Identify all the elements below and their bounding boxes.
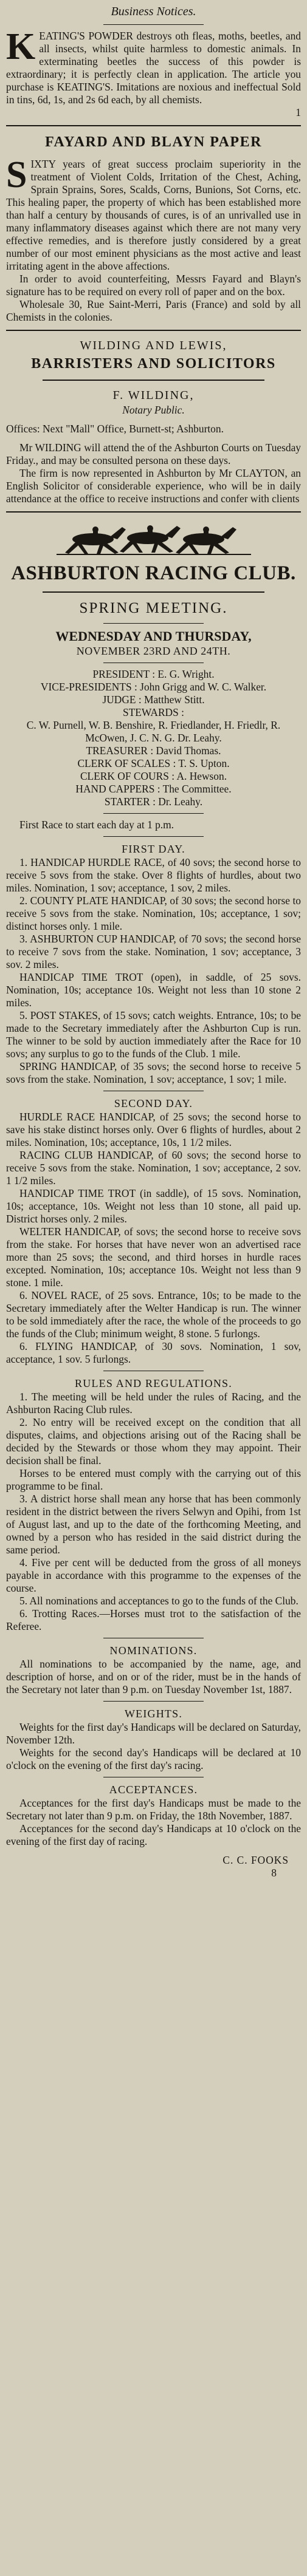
keating-advert: [6, 26, 301, 119]
first-day-races: [6, 856, 301, 1086]
wilding-attend: Mr WILDING will attend the of the Ashburton Courts on Tuesday Friday., and may be consulted persona on these days.: [6, 441, 301, 466]
rule-item: 3. A district horse shall mean any horse that has been commonly resident in the district between the rivers Selwyn and Opihi, from 1st of August last, and up to the date of the forthcoming Meeting, and owned by a person who has resided in the said district during the same period.: [6, 1493, 301, 1556]
fayard-wholesale: Wholesale 30, Rue Saint-Merri, Paris (France) and sold by all Chemists in the colonies.: [6, 298, 301, 323]
divider: [6, 511, 301, 513]
rule-item: 5. All nominations and acceptances to go to the funds of the Club.: [19, 1595, 298, 1607]
keating-dropcap: K: [6, 26, 36, 67]
wilding-heading-1: WILDING AND LEWIS,: [80, 339, 227, 352]
first-day-heading: FIRST DAY.: [122, 843, 185, 855]
wilding-firm: The firm is now represented in Ashburton by Mr CLAYTON, an English Solicitor of considerable experience, who will be in daily attendance at the office to receive instructions and confer with clients: [6, 467, 301, 505]
keating-text: EATING'S POWDER destroys oth fleas, moths, beetles, and all insects, whilst quite harmless to domestic animals. In exterminating beetles the success of this powder is extraordinary; it is perfectly clean in application. The article you purchase is KEATING'S. Imitations are noxious and ineffectual Sold in tins, 6d, 1s, and 2s 6d each, by all chemists.: [6, 30, 301, 106]
divider: [103, 623, 204, 624]
divider: [43, 591, 264, 593]
official-line: HAND CAPPERS : The Committee.: [75, 783, 232, 795]
race-item: 5. POST STAKES, of 15 sovs; catch weights. Entrance, 10s; to be made to the Secretary immediately after the Ashburton Cup is run. The winner to be sold by auction immediately after the Race for 10 sovs; any surplus to go to the funds of the Club. 1 mile.: [6, 1009, 301, 1060]
signature-mark: 8: [271, 1867, 277, 1879]
divider: [103, 24, 204, 25]
fayard-body: IXTY years of great success proclaim superiority in the treatment of Violent Colds, Irritation of the Chest, Aching, Sprain Sprains, Sores, Scalds, Corns, Bunions, Sot Corns, etc. This healing paper, the property of which has been established more than half a century by thousands of cures, is of an unrivalled use in many inflammatory diseases against which there are not many very effective remedies, and is therefore justly considered by a great number of our most eminent physicians as the most active and least irritating agent in the above affections.: [6, 158, 301, 272]
racing-horses-illustration: [6, 519, 301, 559]
fayard-heading: FAYARD AND BLAYN PAPER: [45, 134, 262, 150]
signature: C. C. FOOKS: [222, 1854, 289, 1866]
racing-advert: [6, 519, 301, 1879]
official-line: C. W. Purnell, W. B. Benshire, R. Friedlander, H. Friedlr, R. McOwen, J. C. N. G. Dr. Leahy.: [26, 719, 281, 744]
official-line: JUDGE : Matthew Stitt.: [102, 693, 205, 706]
wilding-name: F. WILDING,: [112, 389, 195, 402]
section-header: Business Notices.: [111, 5, 196, 18]
racehorses-icon: [44, 519, 263, 559]
fayard-caution: In order to avoid counterfeiting, Messrs Fayard and Blayn's signature has to be required on every roll of paper and on the box.: [6, 273, 301, 298]
official-line: PRESIDENT : E. G. Wright.: [92, 668, 215, 680]
acceptances-text-1: Acceptances for the first day's Handicaps must be made to the Secretary not later than 9 p.m. on Friday, the 18th November, 1887.: [6, 1797, 301, 1822]
official-line: VICE-PRESIDENTS : John Grigg and W. C. Walker.: [40, 681, 267, 693]
keating-mark: 1: [295, 106, 301, 118]
divider: [6, 125, 301, 126]
race-item: HANDICAP TIME TROT (open), in saddle, of 25 sovs. Nomination, 10s; acceptance 10s. Weight not less than 10 stone 2 miles.: [6, 971, 301, 1009]
divider: [43, 380, 264, 381]
divider: [103, 1701, 204, 1702]
fayard-advert: [6, 132, 301, 324]
divider: [6, 330, 301, 331]
race-item: 3. ASHBURTON CUP HANDICAP, of 70 sovs; the second horse to receive 7 sovs from the stake. Nomination, 1 sov; acceptance, 3 sov. 2 miles.: [6, 933, 301, 970]
race-item: 6. NOVEL RACE, of 25 sovs. Entrance, 10s; to be made to the Secretary immediately after the Welter Handicap is run. The winner to be sold immediately after the race, the whole of the proceeds to go the funds of the Club; minimum weight, 8 stone. 5 furlongs.: [6, 1289, 301, 1340]
racing-title: ASHBURTON RACING CLUB.: [11, 562, 296, 584]
second-day-races: [6, 1111, 301, 1366]
wilding-heading-2: BARRISTERS AND SOLICITORS: [31, 356, 276, 372]
race-item: SPRING HANDICAP, of 35 sovs; the second horse to receive 5 sovs from the stake. Nomination, 1 sov; acceptance, 1 sov; 1 mile.: [6, 1060, 301, 1085]
official-line: CLERK OF SCALES : T. S. Upton.: [77, 757, 230, 769]
divider: [103, 836, 204, 837]
rule-item: Horses to be entered must comply with the carrying out of this programme to be final.: [6, 1467, 301, 1492]
weights-text-2: Weights for the second day's Handicaps will be declared at 10 o'clock on the evening of the first day's racing.: [6, 1746, 301, 1771]
acceptances-heading: ACCEPTANCES.: [109, 1784, 198, 1796]
official-line: STARTER : Dr. Leahy.: [104, 796, 203, 808]
race-item: RACING CLUB HANDICAP, of 60 sovs; the second horse to receive 5 sovs from the stake. Nomination, 1 sov; acceptance, 2 sov. 1 1/2 miles.: [6, 1149, 301, 1187]
official-line: TREASURER : David Thomas.: [86, 745, 221, 757]
official-line: CLERK OF COURS : A. Hewson.: [80, 770, 227, 782]
wilding-offices: Offices: Next "Mall" Office, Burnett-st; Ashburton.: [6, 423, 224, 435]
first-race-note: First Race to start each day at 1 p.m.: [19, 819, 174, 831]
rule-item: 1. The meeting will be held under the rules of Racing, and the Ashburton Racing Club rules.: [6, 1391, 301, 1416]
racing-dates-sub: NOVEMBER 23RD AND 24TH.: [76, 645, 231, 657]
racing-dates: WEDNESDAY AND THURSDAY,: [55, 629, 252, 644]
rules-list: [6, 1391, 301, 1633]
race-item: 6. FLYING HANDICAP, of 30 sovs. Nomination, 1 sov, acceptance, 1 sov. 5 furlongs.: [6, 1340, 301, 1365]
race-item: HURDLE RACE HANDICAP, of 25 sovs; the second horse to save his stake distinct horses only. Over 6 flights of hurdles, about 2 miles. Nomination, 10s; acceptance, 10s, 1 1/2 miles.: [6, 1111, 301, 1148]
rule-item: 4. Five per cent will be deducted from the gross of all moneys payable in accordance with this programme to the expenses of the course.: [6, 1556, 301, 1594]
race-item: HANDICAP TIME TROT (in saddle), of 15 sovs. Nomination, 10s; acceptance, 10s. Weight not less than 10 stone, all paid up. District horses only. 2 miles.: [6, 1187, 301, 1225]
rule-item: 6. Trotting Races.—Horses must trot to the satisfaction of the Referee.: [6, 1607, 301, 1632]
race-item: 2. COUNTY PLATE HANDICAP, of 30 sovs; the second horse to receive 5 sovs from the stake. Nomination, 10s; acceptance, 1 sov; distinct horses only. 1 mile.: [6, 894, 301, 932]
wilding-title: Notary Public.: [122, 404, 185, 416]
rule-item: 2. No entry will be received except on the condition that all disputes, claims, and objections arising out of the Racing shall be decided by the Stewards or those whom they may appoint. Their decision shall be final.: [6, 1416, 301, 1467]
nominations-text: All nominations to be accompanied by the name, age, and description of horse, and on or of the rider, must be in the hands of the Secretary not later than 9 p.m. on Tuesday November 1st, 1887.: [6, 1658, 301, 1695]
wilding-advert: [6, 337, 301, 505]
divider: [103, 813, 204, 814]
fayard-dropcap: S: [6, 154, 27, 196]
second-day-heading: SECOND DAY.: [114, 1097, 193, 1109]
official-line: STEWARDS :: [123, 706, 184, 718]
race-item: WELTER HANDICAP, of sovs; the second horse to receive sovs from the stake. For horses that have never won an advertised race more than 25 sovs; the second, and third horses in hurdle races excepted. Nomination, 10s; acceptance 10s. Weight not less than 9 stone. 1 mile.: [6, 1225, 301, 1289]
weights-text-1: Weights for the first day's Handicaps will be declared on Saturday, November 12th.: [6, 1721, 301, 1746]
weights-heading: WEIGHTS.: [124, 1708, 183, 1720]
racing-officials: [6, 668, 301, 808]
race-item: 1. HANDICAP HURDLE RACE, of 40 sovs; the second horse to receive 5 sovs from the stake. Over 8 flights of hurdles, about two miles. Nomination, 1 sov; acceptance, 1 sov, 2 miles.: [6, 856, 301, 894]
nominations-heading: NOMINATIONS.: [109, 1644, 198, 1657]
rules-heading: RULES AND REGULATIONS.: [75, 1377, 232, 1389]
acceptances-text-2: Acceptances for the second day's Handicaps at 10 o'clock on the evening of the first day of racing.: [6, 1822, 301, 1847]
racing-meeting: SPRING MEETING.: [79, 600, 228, 616]
